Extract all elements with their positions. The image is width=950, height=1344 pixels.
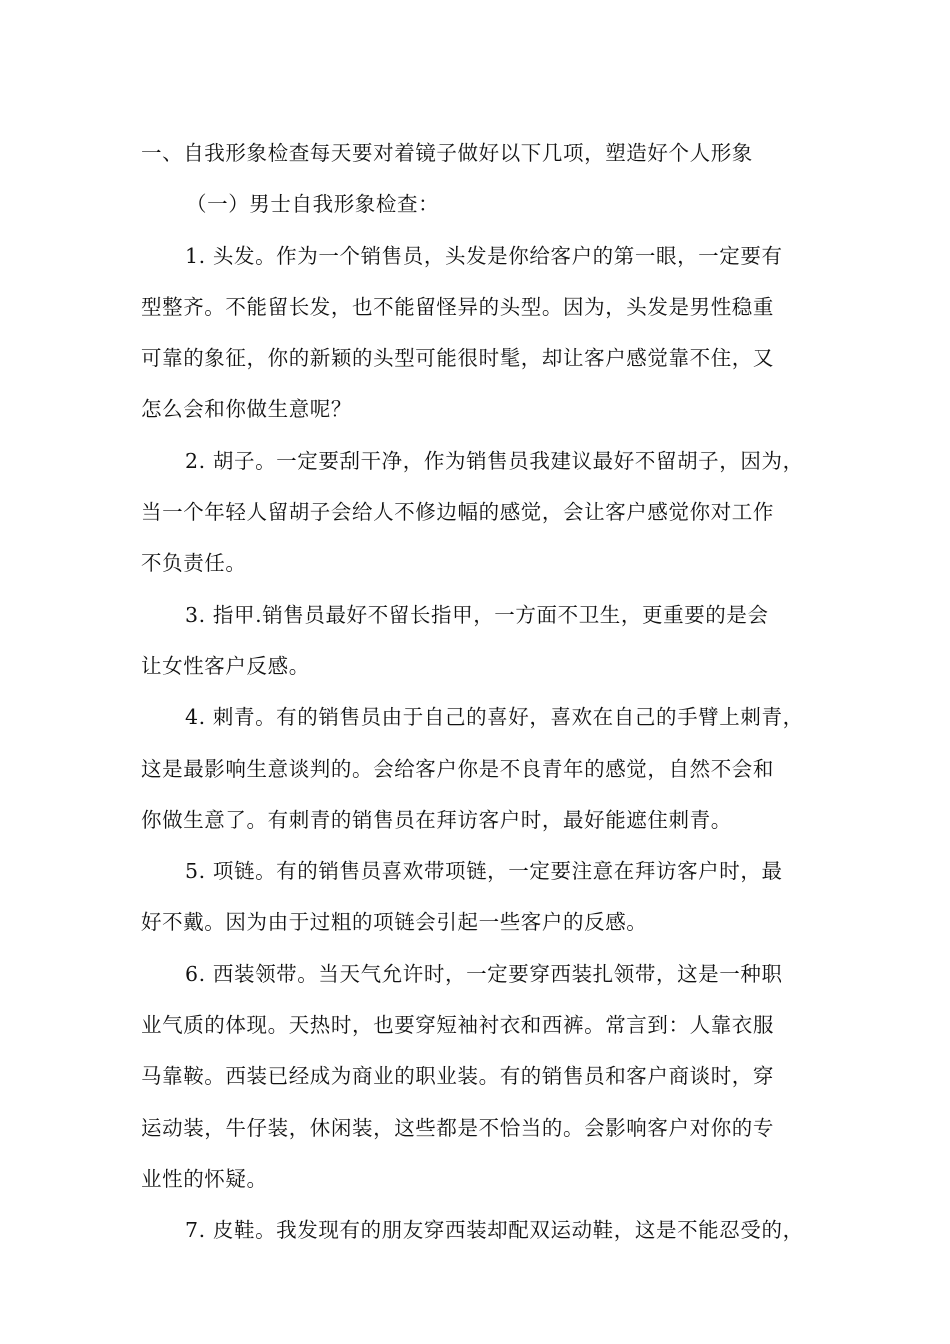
paragraph-line: 业性的怀疑。 (141, 1166, 268, 1191)
paragraph-line: 好不戴。因为由于过粗的项链会引起一些客户的反感。 (141, 910, 648, 935)
paragraph-suit-tie (141, 949, 831, 1205)
document-body (141, 128, 831, 1257)
paragraph-line: 3. 指甲.销售员最好不留长指甲，一方面不卫生，更重要的是会 (185, 602, 769, 627)
paragraph-line: 这是最影响生意谈判的。会给客户你是不良青年的感觉，自然不会和 (141, 756, 774, 781)
paragraph-line: 4. 刺青。有的销售员由于自己的喜好，喜欢在自己的手臂上刺青， (185, 705, 804, 730)
paragraph-line: 5. 项链。有的销售员喜欢带项链，一定要注意在拜访客户时，最 (185, 859, 783, 884)
paragraph-line: 你做生意了。有刺青的销售员在拜访客户时，最好能遮住刺青。 (141, 807, 732, 832)
paragraph-line: 不负责任。 (141, 551, 247, 576)
paragraph-line: 马靠鞍。西装已经成为商业的职业装。有的销售员和客户商谈时，穿 (141, 1064, 774, 1089)
paragraph-beard (141, 436, 831, 590)
paragraph-line: 7. 皮鞋。我发现有的朋友穿西装却配双运动鞋，这是不能忍受的， (185, 1218, 804, 1243)
paragraph-tattoo (141, 692, 831, 846)
paragraph-line: 怎么会和你做生意呢？ (141, 397, 352, 422)
paragraph-hair (141, 231, 831, 436)
subsection-heading: （一）男士自我形象检查： (186, 192, 440, 217)
paragraph-line: 业气质的体现。天热时，也要穿短袖衬衣和西裤。常言到：人靠衣服 (141, 1013, 774, 1038)
paragraph-nails (141, 590, 831, 693)
section-heading: 一、自我形象检查每天要对着镜子做好以下几项，塑造好个人形象 (141, 141, 753, 165)
paragraph-line: 型整齐。不能留长发，也不能留怪异的头型。因为，头发是男性稳重 (141, 294, 774, 319)
paragraph-line: 让女性客户反感。 (141, 653, 310, 678)
paragraph-line: 1. 头发。作为一个销售员，头发是你给客户的第一眼，一定要有 (185, 243, 783, 268)
paragraph-line: 运动装，牛仔装，休闲装，这些都是不恰当的。会影响客户对你的专 (141, 1115, 774, 1140)
paragraph-shoes (141, 1205, 831, 1256)
paragraph-necklace (141, 846, 831, 949)
paragraph-line: 可靠的象征，你的新颖的头型可能很时髦，却让客户感觉靠不住，又 (141, 346, 774, 371)
paragraph-line: 当一个年轻人留胡子会给人不修边幅的感觉，会让客户感觉你对工作 (141, 500, 774, 525)
paragraph-line: 6. 西装领带。当天气允许时，一定要穿西装扎领带，这是一种职 (185, 961, 783, 986)
paragraph-line: 2. 胡子。一定要刮干净，作为销售员我建议最好不留胡子，因为， (185, 448, 804, 473)
